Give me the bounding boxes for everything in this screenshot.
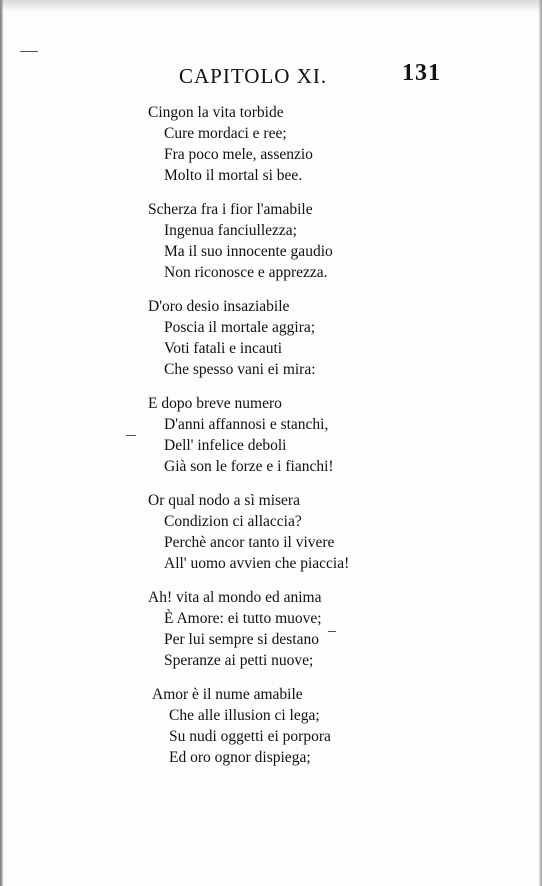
poem-line: Cingon la vita torbide bbox=[148, 104, 284, 121]
poem-line: D'anni affannosi e stanchi, bbox=[164, 416, 329, 433]
scan-speck bbox=[126, 435, 136, 436]
poem-line: Dell' infelice deboli bbox=[164, 437, 287, 454]
poem-line: Ma il suo innocente gaudio bbox=[164, 243, 333, 260]
poem-line: Che spesso vani ei mira: bbox=[164, 361, 316, 378]
top-scan-shadow bbox=[0, 0, 542, 12]
poem-line: Che alle illusion ci lega; bbox=[169, 707, 320, 724]
chapter-title: CAPITOLO XI. bbox=[179, 64, 328, 88]
poem-line: Poscia il mortale aggira; bbox=[164, 319, 316, 336]
poem-line: Amor è il nume amabile bbox=[152, 686, 303, 703]
poem-line: E dopo breve numero bbox=[148, 395, 282, 412]
poem-line: È Amore: ei tutto muove; bbox=[164, 610, 322, 627]
scan-speck bbox=[328, 631, 336, 632]
left-page-edge bbox=[0, 0, 3, 886]
poem-line: Per lui sempre si destano bbox=[164, 631, 319, 648]
poem-line: Cure mordaci e ree; bbox=[164, 125, 287, 142]
poem-line: Molto il mortal si bee. bbox=[164, 167, 303, 184]
poem-line: All' uomo avvien che piaccia! bbox=[164, 555, 350, 572]
poem-line: Condizion ci allaccia? bbox=[164, 513, 302, 530]
poem-line: Speranze ai petti nuove; bbox=[164, 652, 314, 669]
poem-line: Ah! vita al mondo ed anima bbox=[148, 589, 322, 606]
poem-line: Ingenua fanciullezza; bbox=[164, 222, 297, 239]
poem-line: Perchè ancor tanto il vivere bbox=[164, 534, 335, 551]
poem-line: Scherza fra i fior l'amabile bbox=[148, 201, 313, 218]
poem-line: Ed oro ognor dispiega; bbox=[169, 749, 311, 766]
scan-speck bbox=[20, 51, 38, 52]
poem-line: Voti fatali e incauti bbox=[164, 340, 283, 357]
poem-line: Su nudi oggetti ei porpora bbox=[169, 728, 331, 745]
poem-line: Non riconosce e apprezza. bbox=[164, 264, 328, 281]
poem-line: Già son le forze e i fianchi! bbox=[164, 458, 334, 475]
page-number: 131 bbox=[402, 60, 441, 86]
poem-line: Or qual nodo a sì misera bbox=[148, 492, 300, 509]
poem-line: Fra poco mele, assenzio bbox=[164, 146, 313, 163]
poem-line: D'oro desio insaziabile bbox=[148, 298, 290, 315]
